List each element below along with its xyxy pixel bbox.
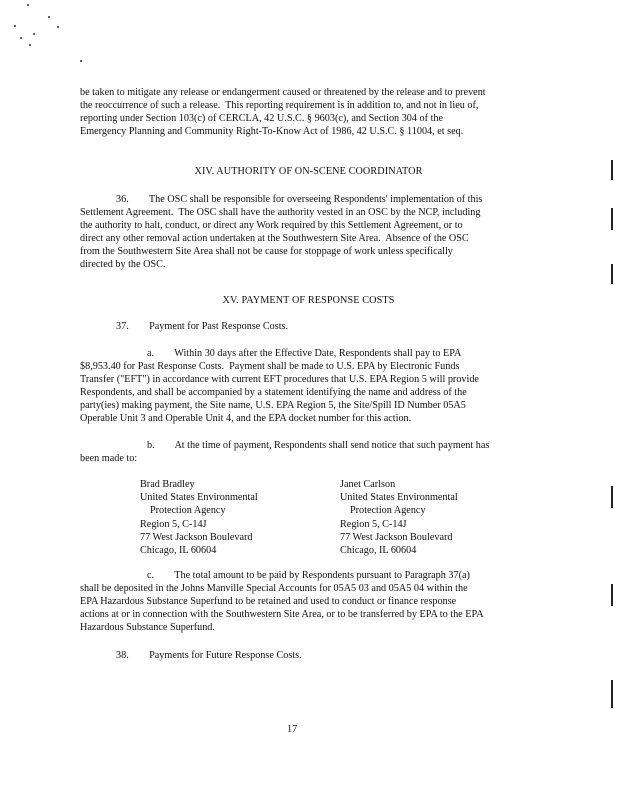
text-line: from the Southwestern Site Area shall not be cause for stoppage of work unless specifically [80, 246, 453, 257]
text-line: b. At the time of payment, Respondents shall send notice that such payment has [147, 440, 490, 451]
text-line: EPA Hazardous Substance Superfund to be retained and used to conduct or finance response [80, 596, 457, 607]
revision-bar [611, 208, 613, 230]
scan-speck [33, 33, 35, 35]
addressee-line: Chicago, IL 60604 [140, 545, 217, 557]
scan-speck [20, 37, 22, 39]
revision-bar [611, 486, 613, 508]
text-line: the reoccurrence of such a release. This reporting requirement is in addition to, and not in lieu of, [80, 100, 479, 111]
addressee-right [340, 478, 458, 557]
text-line: shall be deposited in the Johns Manville Special Accounts for 05A5 03 and 05A5 04 within the [80, 583, 468, 594]
scan-speck [48, 16, 50, 18]
scan-speck [14, 25, 16, 27]
text-line: direct any other removal action undertaken at the Southwestern Site Area. Absence of the OSC [80, 233, 469, 244]
addressee-name: Brad Bradley [140, 479, 195, 490]
text-line: $8,953.40 for Past Response Costs. Payment shall be made to U.S. EPA by Electronic Funds [80, 361, 460, 372]
page-number: 17 [287, 724, 298, 735]
addressee-line: 77 West Jackson Boulevard [340, 531, 453, 543]
scan-speck [29, 44, 31, 46]
paragraph-38-title: 38. Payments for Future Response Costs. [116, 650, 302, 661]
addressee-left [140, 478, 258, 557]
text-line: c. The total amount to be paid by Respondents pursuant to Paragraph 37(a) [147, 570, 470, 581]
addressee-line: Region 5, C-14J [140, 518, 207, 530]
text-line: Settlement Agreement. The OSC shall have the authority vested in an OSC by the NCP, including [80, 207, 481, 218]
addressee-line: United States Environmental [340, 492, 458, 504]
scan-speck [57, 26, 59, 28]
text-line: directed by the OSC. [80, 259, 166, 270]
text-line: 36. The OSC shall be responsible for overseeing Respondents' implementation of this [116, 194, 483, 205]
text-line: the authority to halt, conduct, or direct any Work required by this Settlement Agreement, or to [80, 220, 463, 231]
text-line: actions at or in connection with the Southwestern Site Area, or to be transferred by EPA to the EPA [80, 609, 484, 620]
text-line: be taken to mitigate any release or endangerment caused or threatened by the release and to prevent [80, 87, 486, 98]
paragraph-37-title: 37. Payment for Past Response Costs. [116, 321, 289, 332]
text-line: a. Within 30 days after the Effective Date, Respondents shall pay to EPA [147, 348, 462, 359]
revision-bar [611, 264, 613, 284]
addressee-line: United States Environmental [140, 492, 258, 504]
text-line: Hazardous Substance Superfund. [80, 622, 215, 633]
text-line: party(ies) making payment, the Site name, U.S. EPA Region 5, the Site/Spill ID Number 05A5 [80, 400, 466, 411]
text-line: Operable Unit 3 and Operable Unit 4, and the EPA docket number for this action. [80, 413, 412, 424]
scan-speck [80, 60, 82, 62]
scan-speck [27, 4, 29, 6]
addressee-line: Chicago, IL 60604 [340, 545, 417, 557]
text-line: been made to: [80, 453, 138, 464]
addressee-line: 77 West Jackson Boulevard [140, 531, 253, 543]
revision-bar [611, 680, 613, 708]
text-line: Respondents, and shall be accompanied by a statement identifying the name and address of the [80, 387, 467, 398]
text-line: reporting under Section 103(c) of CERCLA, 42 U.S.C. § 9603(c), and Section 304 of the [80, 113, 444, 124]
section-heading-xiv: XIV. AUTHORITY OF ON-SCENE COORDINATOR [194, 166, 423, 177]
addressee-line: Region 5, C-14J [340, 518, 407, 530]
addressee-name: Janet Carlson [340, 479, 396, 490]
section-heading-xv: XV. PAYMENT OF RESPONSE COSTS [222, 295, 395, 306]
text-line: Emergency Planning and Community Right-To-Know Act of 1986, 42 U.S.C. § 11004, et seq. [80, 126, 464, 137]
addressee-line: Protection Agency [150, 505, 226, 517]
revision-bar [611, 584, 613, 606]
addressee-line: Protection Agency [350, 505, 426, 517]
text-line: Transfer ("EFT") in accordance with current EFT procedures that U.S. EPA Region 5 will provide [80, 374, 479, 385]
